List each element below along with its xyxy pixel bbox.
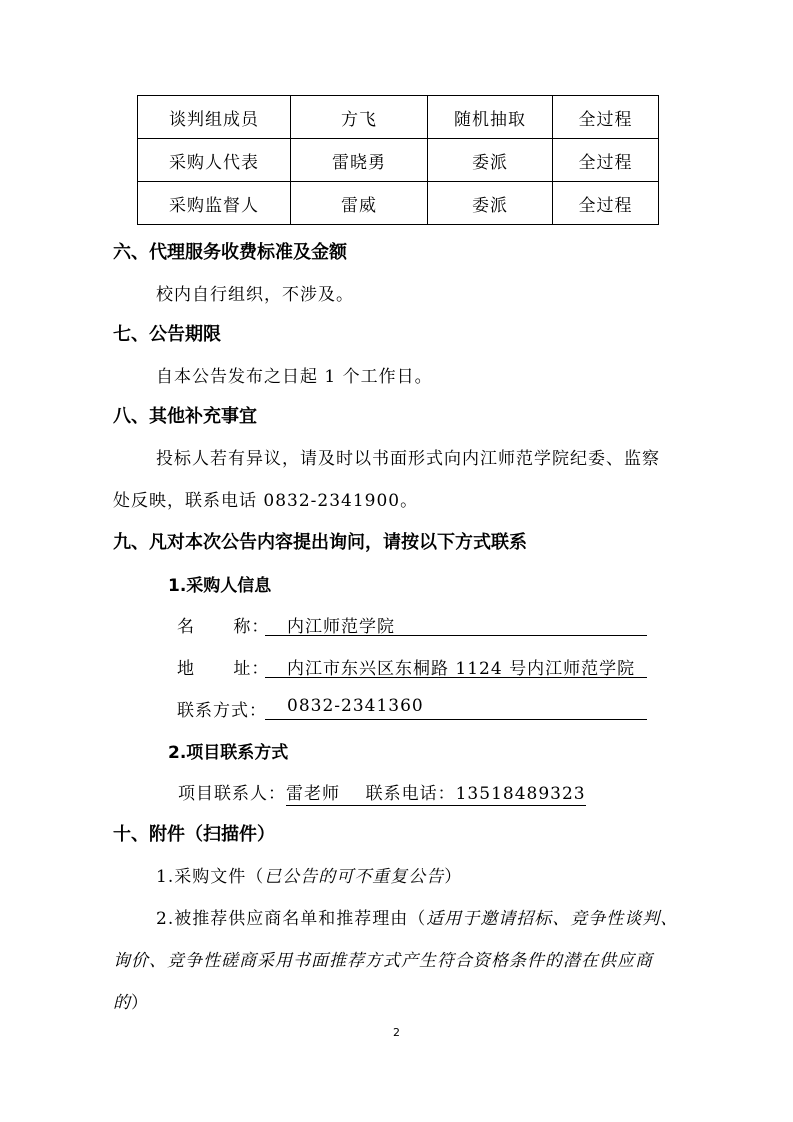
purchaser-address-row bbox=[177, 654, 636, 679]
attachment-item-1-text: 1.采购文件（ bbox=[156, 867, 265, 887]
panel-cell-stage: 全过程 bbox=[553, 139, 659, 182]
section-8-line-1: 投标人若有异议，请及时以书面形式向内江师范学院纪委、监察 bbox=[156, 449, 660, 469]
purchaser-name-row bbox=[177, 612, 395, 637]
section-7-heading: 七、公告期限 bbox=[113, 324, 221, 345]
attachment-item-2-note-1: 适用于邀请招标、竞争性谈判、 bbox=[426, 909, 679, 929]
section-7-text: 自本公告发布之日起 1 个工作日。 bbox=[156, 367, 433, 387]
attachment-item-2-close: ） bbox=[131, 993, 149, 1013]
negotiation-panel-table bbox=[137, 95, 659, 225]
panel-cell-role: 谈判组成员 bbox=[138, 96, 291, 139]
panel-cell-method: 委派 bbox=[428, 139, 553, 182]
project-contact-line bbox=[178, 779, 586, 804]
panel-cell-method: 委派 bbox=[428, 182, 553, 225]
section-8-line-2: 处反映，联系电话 0832-2341900。 bbox=[113, 491, 419, 511]
project-contact-value: 雷老师 联系电话：13518489323 bbox=[286, 784, 586, 804]
panel-row bbox=[138, 96, 659, 139]
purchaser-name-value: 内江师范学院 bbox=[265, 612, 647, 636]
attachment-item-1-note: 已公告的可不重复公告 bbox=[264, 867, 445, 887]
project-contact-label: 项目联系人： bbox=[178, 784, 286, 804]
attachment-item-2-line-3 bbox=[113, 988, 149, 1013]
panel-row bbox=[138, 182, 659, 225]
panel-cell-name: 雷晓勇 bbox=[291, 139, 428, 182]
purchaser-address-value: 内江市东兴区东桐路 1124 号内江师范学院 bbox=[265, 654, 647, 678]
purchaser-address-label: 地 址： bbox=[177, 659, 270, 679]
panel-cell-stage: 全过程 bbox=[553, 182, 659, 225]
attachment-item-1-close: ） bbox=[444, 867, 463, 887]
panel-row bbox=[138, 139, 659, 182]
purchaser-info-subheading: 1.采购人信息 bbox=[168, 576, 272, 596]
attachment-item-2-line-2: 询价、竞争性磋商采用书面推荐方式产生符合资格条件的潜在供应商 bbox=[113, 951, 653, 971]
attachment-item-1 bbox=[156, 862, 462, 887]
purchaser-contact-row bbox=[177, 696, 424, 721]
purchaser-name-label: 名 称： bbox=[177, 617, 270, 637]
attachment-item-2-note-3: 的 bbox=[113, 993, 131, 1013]
purchaser-contact-value: 0832-2341360 bbox=[265, 696, 647, 720]
panel-cell-name: 方飞 bbox=[291, 96, 428, 139]
panel-cell-method: 随机抽取 bbox=[428, 96, 553, 139]
project-contact-subheading: 2.项目联系方式 bbox=[168, 743, 289, 763]
panel-cell-role: 采购监督人 bbox=[138, 182, 291, 225]
section-6-text: 校内自行组织，不涉及。 bbox=[156, 285, 354, 305]
panel-cell-role: 采购人代表 bbox=[138, 139, 291, 182]
section-9-heading: 九、凡对本次公告内容提出询问，请按以下方式联系 bbox=[113, 532, 527, 553]
section-10-heading: 十、附件（扫描件） bbox=[113, 824, 275, 845]
section-8-heading: 八、其他补充事宜 bbox=[113, 406, 257, 427]
section-6-heading: 六、代理服务收费标准及金额 bbox=[113, 242, 347, 263]
page-number: 2 bbox=[393, 1026, 400, 1039]
attachment-item-2-line-1 bbox=[156, 904, 678, 929]
purchaser-contact-label: 联系方式： bbox=[177, 701, 267, 721]
panel-cell-stage: 全过程 bbox=[553, 96, 659, 139]
attachment-item-2-text: 2.被推荐供应商名单和推荐理由（ bbox=[156, 909, 427, 929]
panel-cell-name: 雷威 bbox=[291, 182, 428, 225]
